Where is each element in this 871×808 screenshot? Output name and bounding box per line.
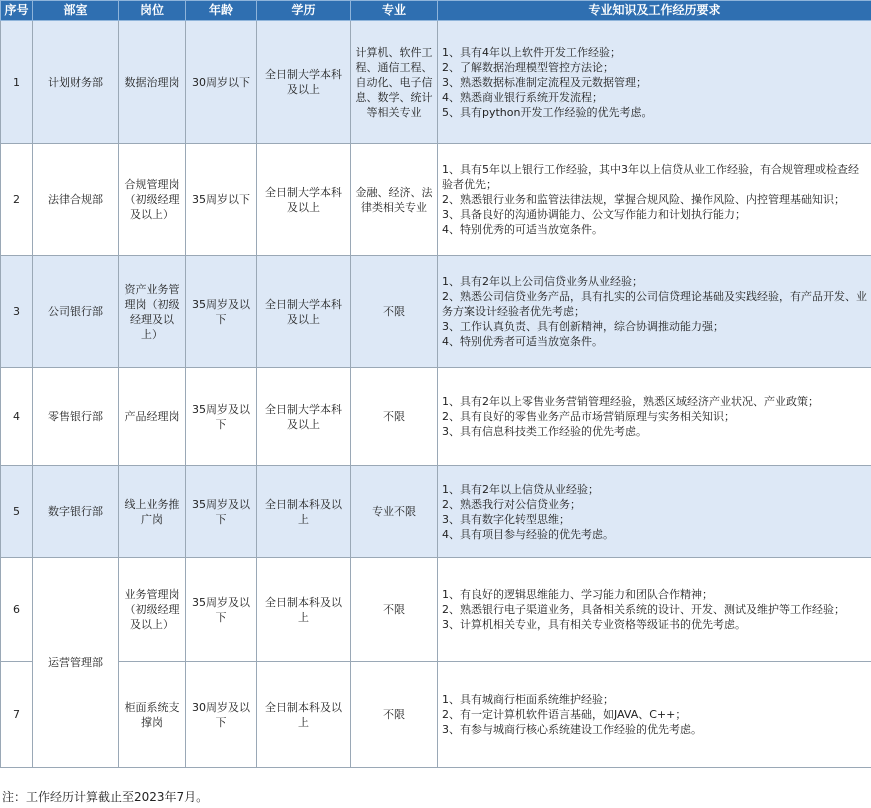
requirement-line: 1、具有2年以上信贷从业经验； [442, 482, 599, 496]
cell-no: 5 [1, 466, 33, 558]
cell-dept: 公司银行部 [33, 256, 119, 368]
cell-post: 资产业务管理岗（初级经理及以上） [119, 256, 186, 368]
header-no: 序号 [1, 1, 33, 21]
cell-post: 业务管理岗（初级经理及以上） [119, 558, 186, 662]
cell-major: 不限 [351, 662, 438, 768]
cell-age: 35周岁以下 [186, 144, 257, 256]
requirement-line: 1、具有城商行柜面系统维护经验； [442, 693, 614, 706]
header-major: 专业 [351, 1, 438, 21]
requirement-line: 3、具有数字化转型思维； [442, 512, 570, 526]
header-post: 岗位 [119, 1, 186, 21]
requirement-line: 2、熟悉公司信贷业务产品，具有扎实的公司信贷理论基础及实践经验，有产品开发、业务方案设计经验者优先考虑； [442, 290, 867, 318]
cell-requirements [438, 256, 871, 368]
cell-major: 不限 [351, 558, 438, 662]
header-requirements: 专业知识及工作经历要求 [438, 1, 871, 21]
cell-age: 35周岁及以下 [186, 368, 257, 466]
cell-age: 30周岁以下 [186, 21, 257, 144]
table-row [1, 558, 871, 662]
table-row [1, 662, 871, 768]
cell-requirements [438, 21, 871, 144]
table-row [1, 466, 871, 558]
cell-no: 4 [1, 368, 33, 466]
cell-major: 专业不限 [351, 466, 438, 558]
requirement-line: 3、有参与城商行核心系统建设工作经验的优先考虑。 [442, 723, 702, 736]
cell-requirements [438, 558, 871, 662]
cell-age: 35周岁及以下 [186, 558, 257, 662]
requirement-line: 3、具备良好的沟通协调能力、公文写作能力和计划执行能力； [442, 208, 746, 221]
header-age: 年龄 [186, 1, 257, 21]
table-row [1, 21, 871, 144]
cell-dept: 法律合规部 [33, 144, 119, 256]
requirement-line: 3、熟悉数据标准制定流程及元数据管理； [442, 75, 647, 89]
cell-post: 柜面系统支撑岗 [119, 662, 186, 768]
requirement-line: 3、具有信息科技类工作经验的优先考虑。 [442, 425, 647, 438]
requirement-line: 4、具有项目参与经验的优先考虑。 [442, 527, 614, 541]
cell-major: 金融、经济、法律类相关专业 [351, 144, 438, 256]
header-dept: 部室 [33, 1, 119, 21]
cell-post: 线上业务推广岗 [119, 466, 186, 558]
cell-edu: 全日制大学本科及以上 [257, 256, 351, 368]
requirement-line: 4、熟悉商业银行系统开发流程； [442, 90, 603, 104]
cell-no: 7 [1, 662, 33, 768]
cell-dept: 计划财务部 [33, 21, 119, 144]
cell-requirements [438, 368, 871, 466]
cell-edu: 全日制大学本科及以上 [257, 144, 351, 256]
requirement-line: 1、具有2年以上公司信贷业务从业经验； [442, 275, 643, 288]
requirement-line: 1、具有4年以上软件开发工作经验； [442, 45, 621, 59]
cell-post: 产品经理岗 [119, 368, 186, 466]
requirement-line: 2、了解数据治理模型管控方法论； [442, 60, 614, 74]
cell-age: 35周岁及以下 [186, 256, 257, 368]
cell-no: 3 [1, 256, 33, 368]
cell-post: 合规管理岗（初级经理及以上） [119, 144, 186, 256]
cell-post: 数据治理岗 [119, 21, 186, 144]
table-row [1, 144, 871, 256]
cell-edu: 全日制大学本科及以上 [257, 21, 351, 144]
requirement-line: 3、计算机相关专业，具有相关专业资格等级证书的优先考虑。 [442, 618, 746, 631]
cell-major: 不限 [351, 256, 438, 368]
cell-requirements [438, 662, 871, 768]
cell-age: 35周岁及以下 [186, 466, 257, 558]
cell-dept: 数字银行部 [33, 466, 119, 558]
cell-major: 计算机、软件工程、通信工程、自动化、电子信息、数学、统计等相关专业 [351, 21, 438, 144]
requirement-line: 4、特别优秀者可适当放宽条件。 [442, 335, 603, 348]
requirement-line: 1、具有2年以上零售业务营销管理经验，熟悉区域经济产业状况、产业政策； [442, 395, 819, 408]
cell-no: 6 [1, 558, 33, 662]
requirement-line: 2、熟悉我行对公信贷业务； [442, 497, 581, 511]
cell-requirements [438, 144, 871, 256]
table-header-row [1, 1, 871, 21]
cell-edu: 全日制本科及以上 [257, 558, 351, 662]
requirement-line: 2、熟悉银行业务和监管法律法规，掌握合规风险、操作风险、内控管理基础知识； [442, 193, 845, 206]
cell-dept: 运营管理部 [33, 558, 119, 768]
cell-age: 30周岁及以下 [186, 662, 257, 768]
requirement-line: 5、具有python开发工作经验的优先考虑。 [442, 105, 653, 119]
requirement-line: 1、具有5年以上银行工作经验，其中3年以上信贷从业工作经验，有合规管理或检查经验者优先； [442, 163, 859, 191]
cell-major: 不限 [351, 368, 438, 466]
requirement-line: 4、特别优秀的可适当放宽条件。 [442, 223, 603, 236]
requirement-line: 2、熟悉银行电子渠道业务，具备相关系统的设计、开发、测试及维护等工作经验； [442, 603, 845, 616]
cell-no: 1 [1, 21, 33, 144]
cell-requirements [438, 466, 871, 558]
requirement-line: 2、有一定计算机软件语言基础，如JAVA、C++； [442, 708, 687, 721]
cell-edu: 全日制大学本科及以上 [257, 368, 351, 466]
requirement-line: 2、具有良好的零售业务产品市场营销原理与实务相关知识； [442, 410, 735, 423]
requirement-line: 1、有良好的逻辑思维能力、学习能力和团队合作精神； [442, 588, 713, 601]
cell-edu: 全日制本科及以上 [257, 466, 351, 558]
cell-no: 2 [1, 144, 33, 256]
header-edu: 学历 [257, 1, 351, 21]
requirement-line: 3、工作认真负责、具有创新精神，综合协调推动能力强； [442, 320, 724, 333]
cell-dept: 零售银行部 [33, 368, 119, 466]
cell-edu: 全日制本科及以上 [257, 662, 351, 768]
table-row [1, 256, 871, 368]
footnote: 注：工作经历计算截止至2023年7月。 [2, 790, 209, 804]
table-row [1, 368, 871, 466]
